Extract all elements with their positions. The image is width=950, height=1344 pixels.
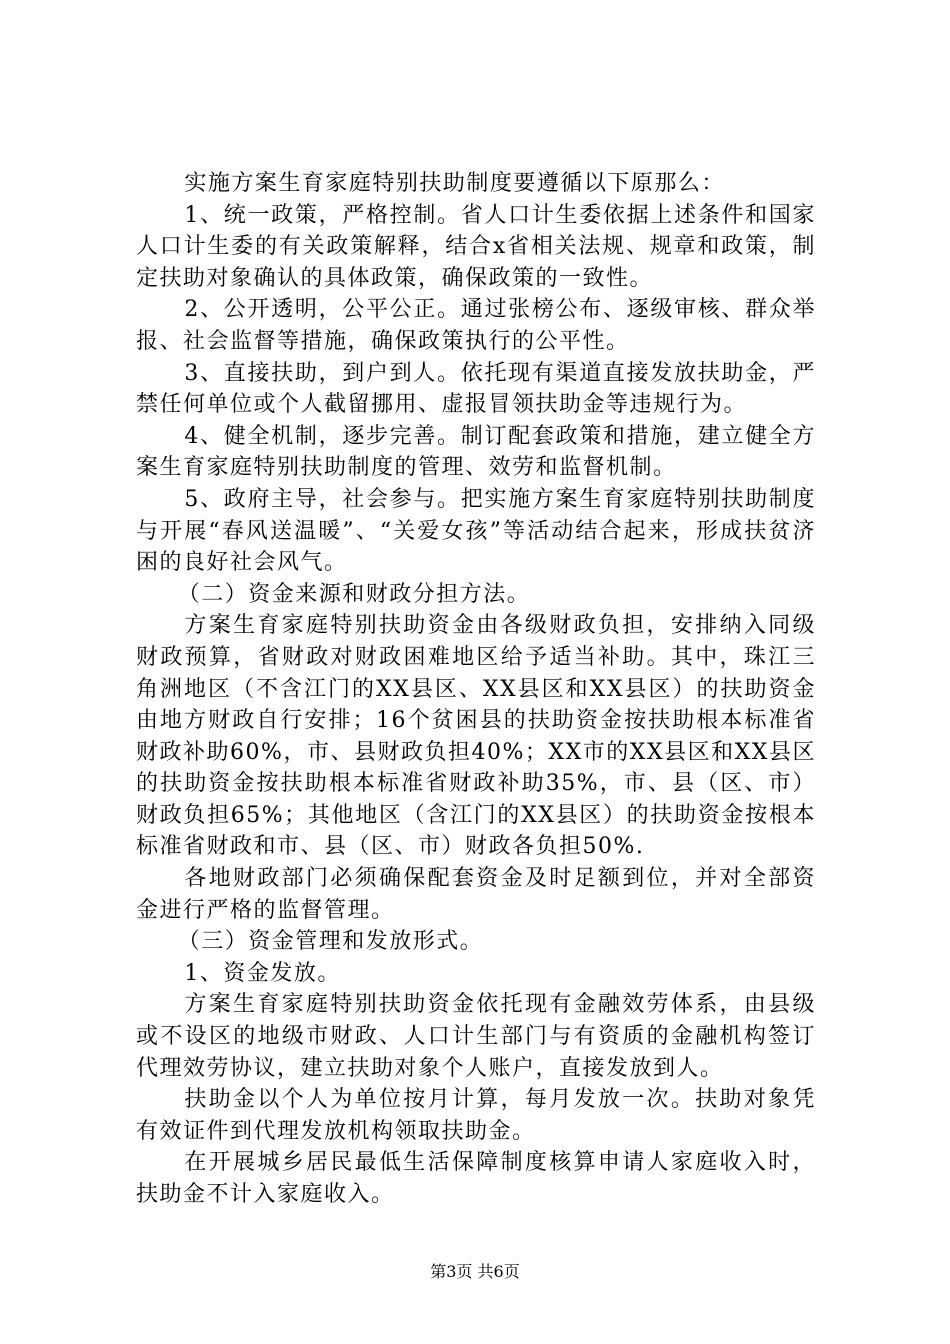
paragraph-item-3: 3、直接扶助，到户到人。依托现有渠道直接发放扶助金，严禁任何单位或个人截留挪用、虚报冒领扶助金等违规行为。	[136, 360, 816, 418]
paragraph-item-2: 2、公开透明，公平公正。通过张榜公布、逐级审核、群众举报、社会监督等措施，确保政策执行的公平性。	[136, 297, 816, 354]
paragraph-item-1: 1、统一政策，严格控制。省人口计生委依据上述条件和国家人口计生委的有关政策解释，结合x省相关法规、规章和政策，制定扶助对象确认的具体政策，确保政策的一致性。	[136, 202, 816, 291]
paragraph-monthly: 扶助金以个人为单位按月计算，每月发放一次。扶助对象凭有效证件到代理发放机构领取扶助金。	[136, 1087, 816, 1144]
page-number-footer: 第3页 共6页	[430, 1262, 520, 1281]
subheading-fund-distribution: 1、资金发放。	[184, 960, 341, 986]
document-body	[136, 168, 816, 1211]
paragraph-item-4: 4、健全机制，逐步完善。制订配套政策和措施，建立健全方案生育家庭特别扶助制度的管理、效劳和监督机制。	[136, 423, 816, 481]
paragraph-item-5: 5、政府主导，社会参与。把实施方案生育家庭特别扶助制度与开展“春风送温暖”、“关爱女孩”等活动结合起来，形成扶贫济困的良好社会风气。	[136, 486, 816, 576]
section-heading-3: （三）资金管理和发放形式。	[177, 929, 484, 955]
paragraph-intro: 实施方案生育家庭特别扶助制度要遵循以下原那么：	[184, 171, 725, 196]
paragraph-distribution: 方案生育家庭特别扶助资金依托现有金融效劳体系，由县级或不设区的地级市财政、人口计生部门与有资质的金融机构签订代理效劳协议，建立扶助对象个人账户，直接发放到人。	[136, 992, 816, 1081]
paragraph-income: 在开展城乡居民最低生活保障制度核算申请人家庭收入时，扶助金不计入家庭收入。	[136, 1150, 816, 1207]
paragraph-funding: 方案生育家庭特别扶助资金由各级财政负担，安排纳入同级财政预算，省财政对财政困难地区给予适当补助。其中，珠江三角洲地区（不含江门的XX县区、XX县区和XX县区）的扶助资金由地方财政自行安排；16个贫困县的扶助资金按扶助根本标准省财政补助60%，市、县财政负担40%；XX市的XX县区和XX县区的扶助资金按扶助根本标准省财政补助35%，市、县（区、市）财政负担65%；其他地区（含江门的XX县区）的扶助资金按根本标准省财政和市、县（区、市）财政各负担50%.	[136, 613, 816, 860]
paragraph-supervision: 各地财政部门必须确保配套资金及时足额到位，并对全部资金进行严格的监督管理。	[136, 866, 816, 923]
section-heading-2: （二）资金来源和财政分担方法。	[177, 581, 531, 607]
